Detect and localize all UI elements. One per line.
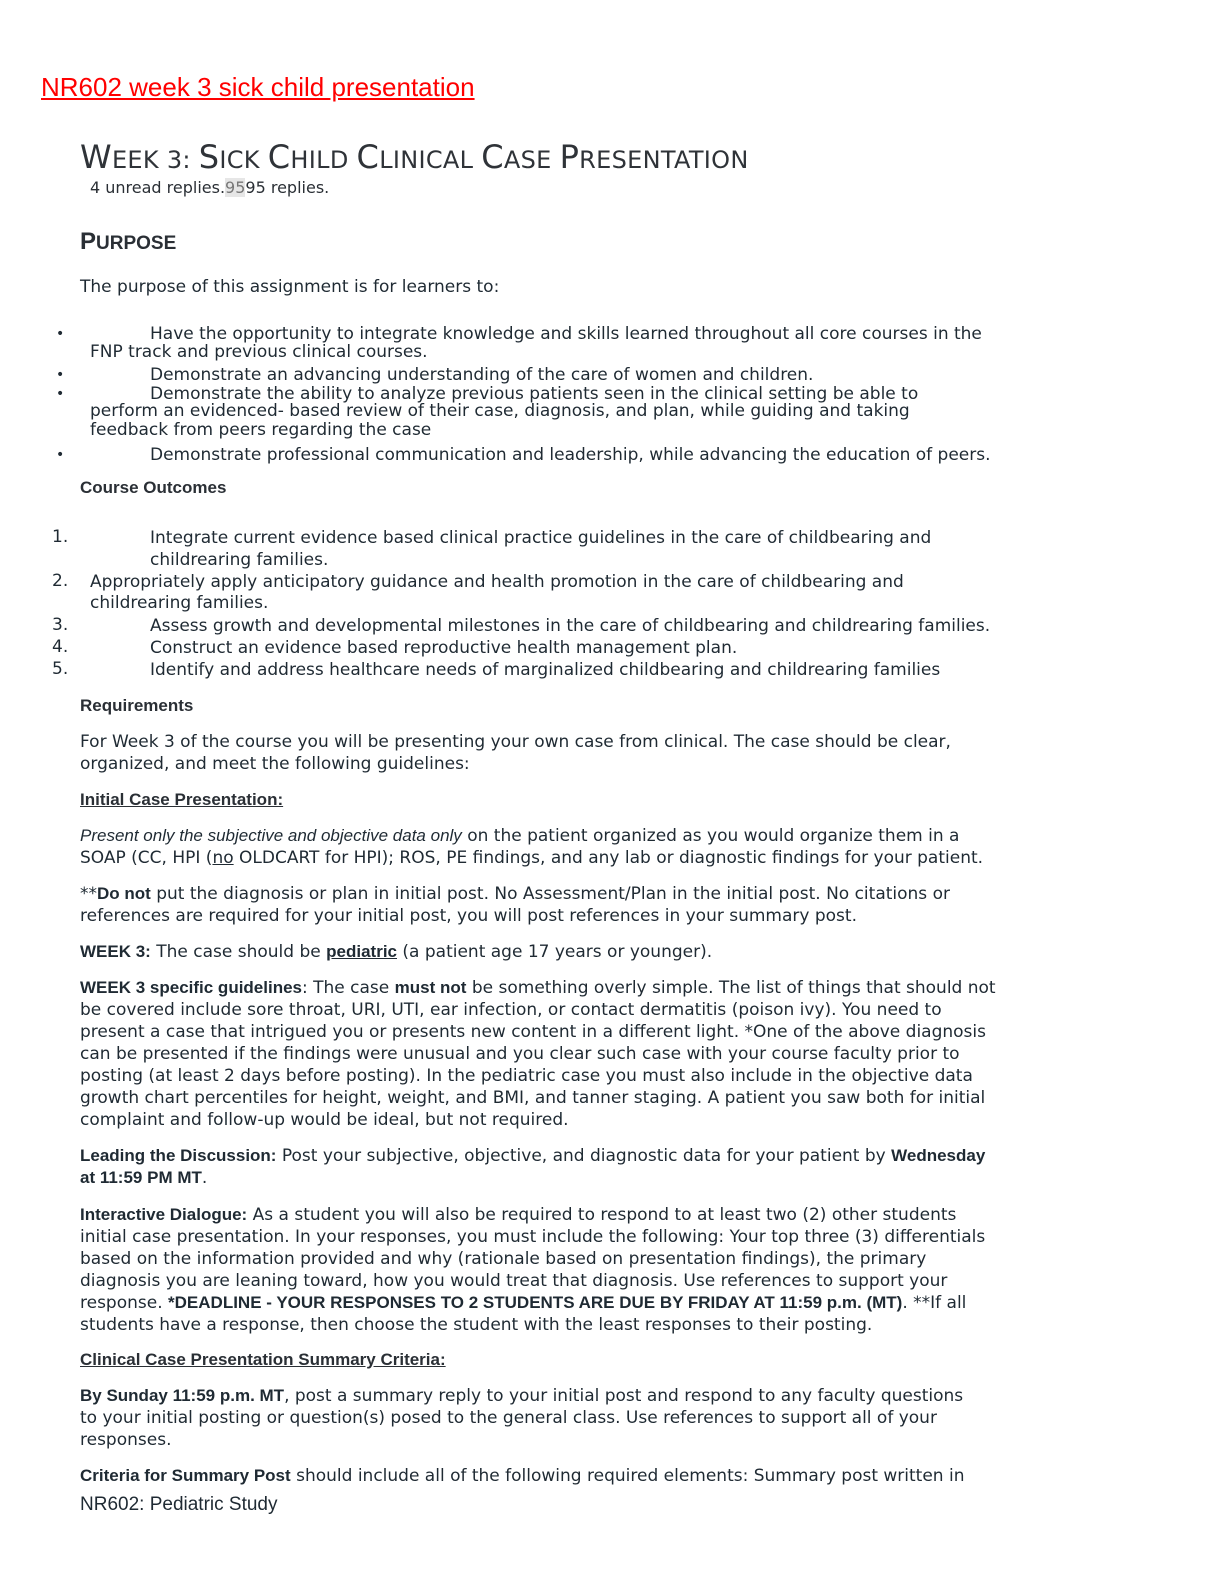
do-not-line2: references are required for your initial post, you will post references in your summary post.	[80, 906, 857, 926]
leading-discussion-line1: Leading the Discussion: Post your subjective, objective, and diagnostic data for your patient by Wednesday	[80, 1146, 986, 1166]
outcome-2-line1: Appropriately apply anticipatory guidance and health promotion in the care of childbearing and	[90, 572, 904, 592]
bullet-marker: •	[56, 326, 65, 342]
outcome-5: Identify and address healthcare needs of marginalized childbearing and childrearing families	[150, 660, 941, 680]
outcome-2-line2: childrearing families.	[90, 593, 269, 613]
purpose-intro: The purpose of this assignment is for learners to:	[80, 277, 500, 297]
requirements-heading: Requirements	[80, 696, 194, 715]
sunday-line1: By Sunday 11:59 p.m. MT, post a summary reply to your initial post and respond to any faculty questions	[80, 1386, 964, 1406]
bullet-marker: •	[56, 367, 65, 383]
outcome-number: 1.	[52, 527, 69, 547]
purpose-heading: PURPOSE	[80, 228, 177, 255]
purpose-bullet-4: Demonstrate professional communication and leadership, while advancing the education of peers.	[150, 445, 991, 465]
purpose-bullet-3-line1: Demonstrate the ability to analyze previous patients seen in the clinical setting be able to	[150, 384, 919, 404]
purpose-bullet-3-line3: feedback from peers regarding the case	[90, 420, 432, 440]
page-footer: NR602: Pediatric Study	[80, 1494, 278, 1515]
purpose-bullet-1-line2: FNP track and previous clinical courses.	[90, 342, 428, 362]
initial-case-line1: Present only the subjective and objective data only on the patient organized as you would organize them in a	[80, 826, 960, 846]
outcome-number: 5.	[52, 659, 69, 679]
purpose-bullet-3-line2: perform an evidenced- based review of their case, diagnosis, and plan, while guiding and taking	[90, 401, 910, 421]
requirements-intro-line1: For Week 3 of the course you will be presenting your own case from clinical. The case should be clear,	[80, 732, 951, 752]
interactive-dialogue-line1: Interactive Dialogue: As a student you will also be required to respond to at least two (2) other students	[80, 1205, 957, 1225]
initial-case-heading: Initial Case Presentation:	[80, 790, 284, 809]
outcome-1-line2: childrearing families.	[150, 550, 329, 570]
interactive-dialogue-line: initial case presentation. In your responses, you must include the following: Your top three (3) differentials	[80, 1227, 986, 1247]
outcome-3: Assess growth and developmental milestones in the care of childbearing and childrearing families.	[150, 616, 991, 636]
interactive-deadline-line: response. *DEADLINE - YOUR RESPONSES TO 2 STUDENTS ARE DUE BY FRIDAY AT 11:59 p.m. (MT). **If all	[80, 1293, 967, 1313]
purpose-bullet-2: Demonstrate an advancing understanding of the care of women and children.	[150, 365, 814, 385]
leading-discussion-line2: at 11:59 PM MT.	[80, 1168, 208, 1188]
outcome-1-line1: Integrate current evidence based clinical practice guidelines in the care of childbearing and	[150, 528, 932, 548]
criteria-summary-line: Criteria for Summary Post should include all of the following required elements: Summary post written in	[80, 1466, 965, 1486]
specific-guidelines-line: present a case that intrigued you or presents new content in a different light. *One of the above diagnosis	[80, 1022, 986, 1042]
purpose-bullet-1-line1: Have the opportunity to integrate knowledge and skills learned throughout all core courses in the	[150, 324, 982, 344]
specific-guidelines-line: be covered include sore throat, URI, UTI, ear infection, or contact dermatitis (poison ivy). You need to	[80, 1000, 942, 1020]
interactive-dialogue-line: diagnosis you are leaning toward, how you would treat that diagnosis. Use references to support your	[80, 1271, 948, 1291]
course-outcomes-heading: Course Outcomes	[80, 478, 227, 497]
bullet-marker: •	[56, 447, 65, 463]
page-title: WEEK 3: SICK CHILD CLINICAL CASE PRESENTATION	[80, 138, 749, 176]
initial-case-line2: SOAP (CC, HPI (no OLDCART for HPI); ROS, PE findings, and any lab or diagnostic findings for your patient.	[80, 848, 984, 868]
specific-guidelines-line: can be presented if the findings were unusual and you clear such case with your course faculty prior to	[80, 1044, 960, 1064]
specific-guidelines-line: complaint and follow-up would be ideal, but not required.	[80, 1110, 569, 1130]
specific-guidelines-line: posting (at least 2 days before posting). In the pediatric case you must also include in the objective data	[80, 1066, 973, 1086]
specific-guidelines-line: growth chart percentiles for height, weight, and BMI, and tanner staging. A patient you saw both for initial	[80, 1088, 986, 1108]
outcome-number: 3.	[52, 615, 69, 635]
document-title-link[interactable]: NR602 week 3 sick child presentation	[41, 72, 475, 102]
outcome-number: 4.	[52, 637, 69, 657]
interactive-dialogue-last: students have a response, then choose the student with the least responses to their posting.	[80, 1315, 873, 1335]
outcome-number: 2.	[52, 571, 69, 591]
do-not-line1: **Do not put the diagnosis or plan in initial post. No Assessment/Plan in the initial post. No citations or	[80, 884, 950, 904]
outcome-4: Construct an evidence based reproductive health management plan.	[150, 638, 738, 658]
specific-guidelines-line1: WEEK 3 specific guidelines: The case must not be something overly simple. The list of things that should not	[80, 978, 996, 998]
sunday-line3: responses.	[80, 1430, 172, 1450]
sunday-line2: to your initial posting or question(s) posed to the general class. Use references to support all of your	[80, 1408, 937, 1428]
replies-count: 4 unread replies.9595 replies.	[90, 178, 330, 197]
interactive-dialogue-line: based on the information provided and why (rationale based on presentation findings), the primary	[80, 1249, 927, 1269]
requirements-intro-line2: organized, and meet the following guidelines:	[80, 754, 470, 774]
summary-criteria-heading: Clinical Case Presentation Summary Criteria:	[80, 1350, 446, 1369]
bullet-marker: •	[56, 386, 65, 402]
week3-line: WEEK 3: The case should be pediatric (a patient age 17 years or younger).	[80, 942, 713, 962]
